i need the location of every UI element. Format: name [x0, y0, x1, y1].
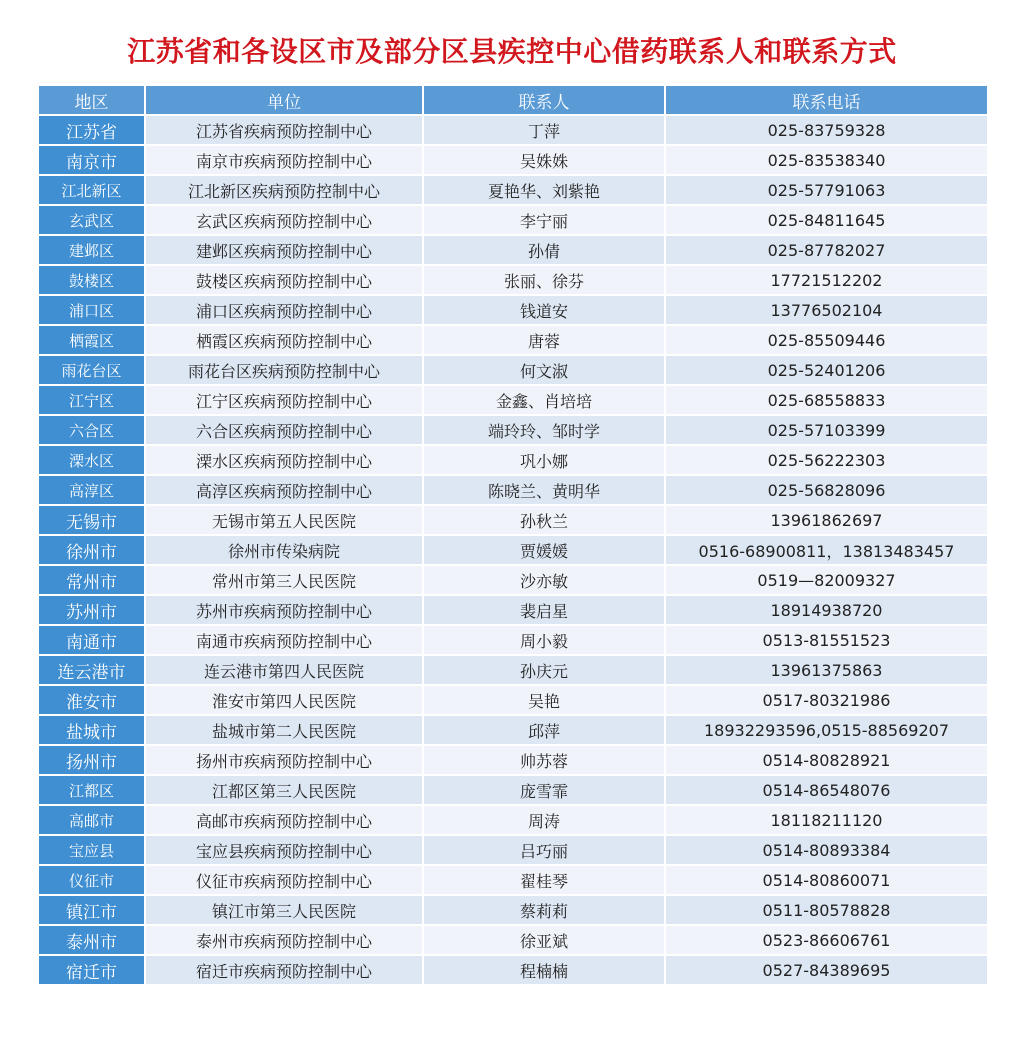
page-title: 江苏省和各设区市及部分区县疾控中心借药联系人和联系方式	[127, 35, 897, 68]
phone-cell: 0519—82009327	[665, 565, 987, 595]
table-row	[39, 805, 987, 835]
unit-cell: 江苏省疾病预防控制中心	[145, 115, 423, 145]
phone-cell: 0517-80321986	[665, 685, 987, 715]
header-phone: 联系电话	[665, 86, 987, 115]
region-cell: 淮安市	[39, 685, 145, 715]
contact-person-cell: 钱道安	[423, 295, 665, 325]
unit-cell: 玄武区疾病预防控制中心	[145, 205, 423, 235]
table-body	[39, 115, 987, 985]
contacts-table	[39, 86, 987, 986]
phone-cell: 13961862697	[665, 505, 987, 535]
region-cell: 无锡市	[39, 505, 145, 535]
table-row	[39, 175, 987, 205]
table-row	[39, 235, 987, 265]
phone-cell: 18914938720	[665, 595, 987, 625]
region-cell: 江宁区	[39, 385, 145, 415]
contact-person-cell: 李宁丽	[423, 205, 665, 235]
region-cell: 泰州市	[39, 925, 145, 955]
table-row	[39, 865, 987, 895]
region-cell: 高淳区	[39, 475, 145, 505]
phone-cell: 18932293596,0515-88569207	[665, 715, 987, 745]
region-cell: 六合区	[39, 415, 145, 445]
phone-cell: 025-57791063	[665, 175, 987, 205]
phone-cell: 17721512202	[665, 265, 987, 295]
region-cell: 江苏省	[39, 115, 145, 145]
phone-cell: 0514-80828921	[665, 745, 987, 775]
contact-person-cell: 周涛	[423, 805, 665, 835]
table-row	[39, 595, 987, 625]
region-cell: 徐州市	[39, 535, 145, 565]
region-cell: 宿迁市	[39, 955, 145, 985]
table-row	[39, 895, 987, 925]
contact-person-cell: 蔡莉莉	[423, 895, 665, 925]
header-person: 联系人	[423, 86, 665, 115]
table-header	[39, 86, 987, 115]
region-cell: 常州市	[39, 565, 145, 595]
table-row	[39, 565, 987, 595]
contact-person-cell: 徐亚斌	[423, 925, 665, 955]
header-unit: 单位	[145, 86, 423, 115]
unit-cell: 泰州市疾病预防控制中心	[145, 925, 423, 955]
contact-person-cell: 孙倩	[423, 235, 665, 265]
region-cell: 玄武区	[39, 205, 145, 235]
header-region: 地区	[39, 86, 145, 115]
phone-cell: 0527-84389695	[665, 955, 987, 985]
table-row	[39, 445, 987, 475]
phone-cell: 025-56222303	[665, 445, 987, 475]
unit-cell: 江宁区疾病预防控制中心	[145, 385, 423, 415]
phone-cell: 18118211120	[665, 805, 987, 835]
contact-person-cell: 唐蓉	[423, 325, 665, 355]
unit-cell: 连云港市第四人民医院	[145, 655, 423, 685]
region-cell: 浦口区	[39, 295, 145, 325]
unit-cell: 仪征市疾病预防控制中心	[145, 865, 423, 895]
contact-person-cell: 丁萍	[423, 115, 665, 145]
contact-person-cell: 帅苏蓉	[423, 745, 665, 775]
phone-cell: 025-57103399	[665, 415, 987, 445]
phone-cell: 0514-86548076	[665, 775, 987, 805]
phone-cell: 0513-81551523	[665, 625, 987, 655]
phone-cell: 025-68558833	[665, 385, 987, 415]
contact-person-cell: 邱萍	[423, 715, 665, 745]
region-cell: 栖霞区	[39, 325, 145, 355]
region-cell: 江都区	[39, 775, 145, 805]
unit-cell: 建邺区疾病预防控制中心	[145, 235, 423, 265]
region-cell: 溧水区	[39, 445, 145, 475]
phone-cell: 025-83538340	[665, 145, 987, 175]
header-row	[39, 86, 987, 115]
unit-cell: 镇江市第三人民医院	[145, 895, 423, 925]
table-row	[39, 625, 987, 655]
table-row	[39, 355, 987, 385]
table-row	[39, 205, 987, 235]
unit-cell: 江都区第三人民医院	[145, 775, 423, 805]
phone-cell: 13961375863	[665, 655, 987, 685]
table-row	[39, 685, 987, 715]
unit-cell: 盐城市第二人民医院	[145, 715, 423, 745]
contact-person-cell: 金鑫、肖培培	[423, 385, 665, 415]
phone-cell: 0511-80578828	[665, 895, 987, 925]
region-cell: 连云港市	[39, 655, 145, 685]
table-row	[39, 925, 987, 955]
table-row	[39, 325, 987, 355]
table-row	[39, 745, 987, 775]
phone-cell: 025-87782027	[665, 235, 987, 265]
region-cell: 扬州市	[39, 745, 145, 775]
table-row	[39, 655, 987, 685]
unit-cell: 宝应县疾病预防控制中心	[145, 835, 423, 865]
phone-cell: 025-52401206	[665, 355, 987, 385]
phone-cell: 025-83759328	[665, 115, 987, 145]
unit-cell: 栖霞区疾病预防控制中心	[145, 325, 423, 355]
contact-person-cell: 翟桂琴	[423, 865, 665, 895]
table-row	[39, 535, 987, 565]
contact-person-cell: 端玲玲、邹时学	[423, 415, 665, 445]
region-cell: 鼓楼区	[39, 265, 145, 295]
contact-person-cell: 巩小娜	[423, 445, 665, 475]
phone-cell: 0516-68900811，13813483457	[665, 535, 987, 565]
region-cell: 雨花台区	[39, 355, 145, 385]
contact-person-cell: 裴启星	[423, 595, 665, 625]
region-cell: 高邮市	[39, 805, 145, 835]
table-row	[39, 715, 987, 745]
region-cell: 苏州市	[39, 595, 145, 625]
table-row	[39, 835, 987, 865]
phone-cell: 0523-86606761	[665, 925, 987, 955]
phone-cell: 0514-80860071	[665, 865, 987, 895]
unit-cell: 高淳区疾病预防控制中心	[145, 475, 423, 505]
unit-cell: 溧水区疾病预防控制中心	[145, 445, 423, 475]
contact-person-cell: 吕巧丽	[423, 835, 665, 865]
unit-cell: 六合区疾病预防控制中心	[145, 415, 423, 445]
region-cell: 镇江市	[39, 895, 145, 925]
phone-cell: 0514-80893384	[665, 835, 987, 865]
region-cell: 仪征市	[39, 865, 145, 895]
unit-cell: 扬州市疾病预防控制中心	[145, 745, 423, 775]
contact-person-cell: 沙亦敏	[423, 565, 665, 595]
table-row	[39, 775, 987, 805]
unit-cell: 南京市疾病预防控制中心	[145, 145, 423, 175]
table-row	[39, 385, 987, 415]
unit-cell: 无锡市第五人民医院	[145, 505, 423, 535]
contact-person-cell: 庞雪霏	[423, 775, 665, 805]
phone-cell: 025-56828096	[665, 475, 987, 505]
table-row	[39, 295, 987, 325]
table-row	[39, 475, 987, 505]
unit-cell: 常州市第三人民医院	[145, 565, 423, 595]
unit-cell: 淮安市第四人民医院	[145, 685, 423, 715]
unit-cell: 高邮市疾病预防控制中心	[145, 805, 423, 835]
table-row	[39, 955, 987, 985]
table-row	[39, 145, 987, 175]
contact-person-cell: 孙庆元	[423, 655, 665, 685]
contact-person-cell: 贾媛媛	[423, 535, 665, 565]
phone-cell: 025-85509446	[665, 325, 987, 355]
table-row	[39, 415, 987, 445]
phone-cell: 025-84811645	[665, 205, 987, 235]
contact-person-cell: 周小毅	[423, 625, 665, 655]
region-cell: 盐城市	[39, 715, 145, 745]
unit-cell: 江北新区疾病预防控制中心	[145, 175, 423, 205]
phone-cell: 13776502104	[665, 295, 987, 325]
table-row	[39, 115, 987, 145]
region-cell: 南通市	[39, 625, 145, 655]
contact-person-cell: 张丽、徐芬	[423, 265, 665, 295]
contact-person-cell: 夏艳华、刘紫艳	[423, 175, 665, 205]
contact-person-cell: 陈晓兰、黄明华	[423, 475, 665, 505]
unit-cell: 浦口区疾病预防控制中心	[145, 295, 423, 325]
region-cell: 江北新区	[39, 175, 145, 205]
table-row	[39, 265, 987, 295]
region-cell: 宝应县	[39, 835, 145, 865]
table-row	[39, 505, 987, 535]
unit-cell: 雨花台区疾病预防控制中心	[145, 355, 423, 385]
unit-cell: 鼓楼区疾病预防控制中心	[145, 265, 423, 295]
unit-cell: 徐州市传染病院	[145, 535, 423, 565]
region-cell: 南京市	[39, 145, 145, 175]
contact-person-cell: 程楠楠	[423, 955, 665, 985]
unit-cell: 南通市疾病预防控制中心	[145, 625, 423, 655]
contact-person-cell: 吴艳	[423, 685, 665, 715]
unit-cell: 宿迁市疾病预防控制中心	[145, 955, 423, 985]
region-cell: 建邺区	[39, 235, 145, 265]
contact-person-cell: 吴姝姝	[423, 145, 665, 175]
unit-cell: 苏州市疾病预防控制中心	[145, 595, 423, 625]
contact-person-cell: 何文淑	[423, 355, 665, 385]
contact-person-cell: 孙秋兰	[423, 505, 665, 535]
